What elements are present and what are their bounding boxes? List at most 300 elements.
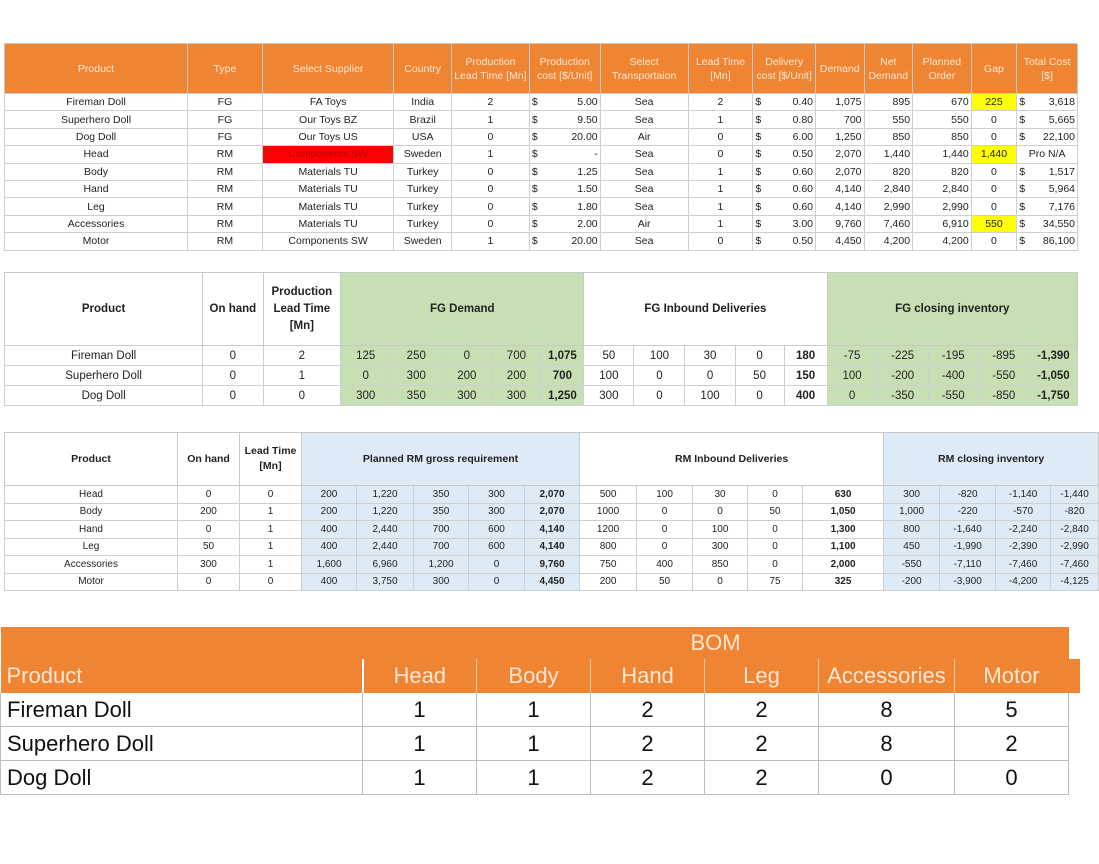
supplier-table-row <box>5 180 1078 197</box>
supplier-cell: Our Toys BZ <box>262 111 393 128</box>
money-value: 22,100 <box>1042 130 1075 143</box>
bom-title-spacer <box>1 627 363 659</box>
fg-inbound-cell: 150 <box>784 366 827 386</box>
money-value: 0.60 <box>792 183 813 196</box>
rm-inbound-cell: 850 <box>693 556 748 574</box>
money-value: 5,964 <box>1048 183 1075 196</box>
rm-gross-cell: 2,440 <box>357 521 414 539</box>
bom-header-row <box>1 659 1069 693</box>
money-value: 20.00 <box>571 130 598 143</box>
bom-quantity-cell: 2 <box>591 761 705 795</box>
rm-gross-cell: 4,450 <box>525 573 580 591</box>
product-cell: Body <box>5 503 178 521</box>
currency-symbol: $ <box>531 148 538 161</box>
supplier-table-row <box>5 215 1078 232</box>
product-cell: Dog Doll <box>5 128 188 145</box>
rm-inbound-cell: 400 <box>637 556 693 574</box>
bom-header-cell: Motor <box>955 659 1069 693</box>
bom-quantity-cell: 1 <box>363 727 477 761</box>
rm-closing-cell: -820 <box>940 486 996 504</box>
rm-closing-cell: 1,000 <box>884 503 940 521</box>
lead-time-cell: 1 <box>688 163 753 180</box>
production-cost-cell <box>529 111 600 128</box>
total-cost-cell: Pro N/A <box>1017 146 1078 163</box>
fg-demand-cell: 700 <box>541 366 584 386</box>
rm-inbound-cell: 1,300 <box>803 521 884 539</box>
bom-title: BOM <box>363 627 1069 659</box>
demand-cell: 700 <box>816 111 865 128</box>
bom-product-cell: Superhero Doll <box>1 727 363 761</box>
fg-closing-cell: -200 <box>877 366 928 386</box>
supplier-table-row <box>5 94 1078 111</box>
fg-demand-cell: 700 <box>492 346 541 366</box>
bom-quantity-cell: 1 <box>477 693 591 727</box>
rm-inbound-cell: 50 <box>748 503 803 521</box>
rm-closing-cell: -1,640 <box>940 521 996 539</box>
rm-inbound-cell: 0 <box>748 556 803 574</box>
fg-table-row <box>5 346 1078 366</box>
rm-closing-cell: -2,990 <box>1051 538 1099 556</box>
fg-header-lead-time: Production Lead Time [Mn] <box>263 273 341 346</box>
rm-gross-cell: 9,760 <box>525 556 580 574</box>
rm-gross-cell: 200 <box>302 486 357 504</box>
rm-header-lead-time: Lead Time [Mn] <box>240 433 302 486</box>
product-cell: Head <box>5 486 178 504</box>
supplier-table-row <box>5 111 1078 128</box>
rm-gross-cell: 2,070 <box>525 486 580 504</box>
rm-closing-cell: -3,900 <box>940 573 996 591</box>
fg-closing-cell: -400 <box>928 366 978 386</box>
rm-closing-cell: -220 <box>940 503 996 521</box>
product-cell: Superhero Doll <box>5 111 188 128</box>
money-value: 3,618 <box>1048 96 1075 109</box>
rm-inbound-cell: 1000 <box>580 503 637 521</box>
on-hand-cell: 200 <box>178 503 240 521</box>
rm-gross-cell: 0 <box>469 573 525 591</box>
lead-time-cell: 1 <box>240 538 302 556</box>
fg-inbound-cell: 180 <box>784 346 827 366</box>
fg-inbound-cell: 100 <box>685 386 735 406</box>
on-hand-cell: 0 <box>178 521 240 539</box>
rm-inbound-cell: 325 <box>803 573 884 591</box>
bom-quantity-cell: 0 <box>955 761 1069 795</box>
rm-gross-cell: 1,220 <box>357 486 414 504</box>
fg-header-product: Product <box>5 273 203 346</box>
rm-inbound-cell: 1,050 <box>803 503 884 521</box>
delivery-cost-cell <box>753 180 816 197</box>
bom-table <box>0 627 1069 795</box>
production-lead-time-cell: 2 <box>451 94 529 111</box>
product-cell: Fireman Doll <box>5 346 203 366</box>
on-hand-cell: 0 <box>203 366 263 386</box>
currency-symbol: $ <box>755 130 762 143</box>
planned-order-cell: 670 <box>913 94 972 111</box>
bom-header-overflow <box>1068 659 1080 693</box>
fg-closing-cell: 100 <box>827 366 877 386</box>
supplier-cell: Materials TU <box>262 198 393 215</box>
bom-header-cell: Head <box>363 659 477 693</box>
rm-closing-cell: 800 <box>884 521 940 539</box>
country-cell: Turkey <box>394 163 452 180</box>
fg-closing-cell: -1,050 <box>1029 366 1077 386</box>
total-cost-cell <box>1017 163 1078 180</box>
fg-closing-cell: -550 <box>978 366 1029 386</box>
rm-gross-cell: 2,070 <box>525 503 580 521</box>
lead-time-cell: 1 <box>688 111 753 128</box>
bom-header-cell: Product <box>1 659 363 693</box>
rm-closing-cell: -4,200 <box>996 573 1051 591</box>
lead-time-cell: 1 <box>688 180 753 197</box>
fg-closing-cell: -1,750 <box>1029 386 1077 406</box>
demand-cell: 1,250 <box>816 128 865 145</box>
demand-cell: 4,140 <box>816 180 865 197</box>
money-value: 9.50 <box>577 113 598 126</box>
delivery-cost-cell <box>753 111 816 128</box>
type-cell: RM <box>188 215 263 232</box>
rm-table-row <box>5 521 1099 539</box>
bom-quantity-cell: 1 <box>363 761 477 795</box>
currency-symbol: $ <box>531 183 538 196</box>
rm-inbound-cell: 0 <box>637 538 693 556</box>
lead-time-cell: 1 <box>263 366 341 386</box>
rm-inbound-cell: 1,100 <box>803 538 884 556</box>
bom-product-cell: Fireman Doll <box>1 693 363 727</box>
rm-closing-cell: 300 <box>884 486 940 504</box>
production-cost-cell <box>529 198 600 215</box>
money-value: 0.60 <box>792 165 813 178</box>
rm-inbound-cell: 800 <box>580 538 637 556</box>
money-value: 0.50 <box>792 235 813 248</box>
currency-symbol: $ <box>1019 183 1026 196</box>
supplier-header-cell: Type <box>188 44 263 94</box>
rm-inbound-cell: 100 <box>637 486 693 504</box>
currency-symbol: $ <box>531 200 538 213</box>
supplier-selection-table <box>4 43 1078 251</box>
total-cost-cell <box>1017 94 1078 111</box>
fg-demand-cell: 250 <box>391 346 442 366</box>
currency-symbol: $ <box>1019 200 1026 213</box>
fg-demand-cell: 1,075 <box>541 346 584 366</box>
supplier-table-row <box>5 198 1078 215</box>
demand-cell: 4,450 <box>816 233 865 250</box>
fg-table-header-row <box>5 273 1078 346</box>
rm-closing-cell: -820 <box>1051 503 1099 521</box>
net-demand-cell: 850 <box>864 128 913 145</box>
total-cost-cell <box>1017 215 1078 232</box>
supplier-table-row <box>5 163 1078 180</box>
fg-inbound-cell: 400 <box>784 386 827 406</box>
rm-inbound-cell: 0 <box>748 538 803 556</box>
currency-symbol: $ <box>755 165 762 178</box>
rm-closing-cell: -2,390 <box>996 538 1051 556</box>
total-cost-cell <box>1017 198 1078 215</box>
rm-table-header-row <box>5 433 1099 486</box>
bom-title-row <box>1 627 1069 659</box>
production-cost-cell <box>529 180 600 197</box>
total-cost-cell <box>1017 180 1078 197</box>
transportation-cell: Sea <box>600 111 688 128</box>
currency-symbol: $ <box>755 235 762 248</box>
supplier-header-cell: Select Supplier <box>262 44 393 94</box>
gap-cell: 0 <box>971 163 1017 180</box>
rm-table-row <box>5 503 1099 521</box>
rm-gross-cell: 0 <box>469 556 525 574</box>
supplier-header-cell: Net Demand <box>864 44 913 94</box>
currency-symbol: $ <box>755 200 762 213</box>
type-cell: FG <box>188 111 263 128</box>
currency-symbol: $ <box>531 235 538 248</box>
transportation-cell: Sea <box>600 233 688 250</box>
product-cell: Superhero Doll <box>5 366 203 386</box>
country-cell: USA <box>394 128 452 145</box>
rm-gross-cell: 350 <box>414 486 469 504</box>
rm-gross-cell: 300 <box>414 573 469 591</box>
rm-inbound-cell: 1200 <box>580 521 637 539</box>
rm-header-on-hand: On hand <box>178 433 240 486</box>
rm-header-inbound: RM Inbound Deliveries <box>580 433 884 486</box>
rm-gross-cell: 1,200 <box>414 556 469 574</box>
rm-closing-cell: -7,460 <box>996 556 1051 574</box>
net-demand-cell: 820 <box>864 163 913 180</box>
country-cell: Brazil <box>394 111 452 128</box>
product-cell: Hand <box>5 521 178 539</box>
money-value: 1.80 <box>577 200 598 213</box>
product-cell: Accessories <box>5 556 178 574</box>
rm-closing-cell: -200 <box>884 573 940 591</box>
bom-table-row <box>1 761 1069 795</box>
bom-quantity-cell: 2 <box>705 727 819 761</box>
rm-inbound-cell: 500 <box>580 486 637 504</box>
rm-gross-cell: 600 <box>469 538 525 556</box>
type-cell: RM <box>188 180 263 197</box>
rm-inbound-cell: 750 <box>580 556 637 574</box>
net-demand-cell: 4,200 <box>864 233 913 250</box>
fg-table-row <box>5 386 1078 406</box>
type-cell: FG <box>188 94 263 111</box>
rm-gross-cell: 4,140 <box>525 538 580 556</box>
product-cell: Head <box>5 146 188 163</box>
rm-closing-cell: -1,990 <box>940 538 996 556</box>
product-cell: Leg <box>5 538 178 556</box>
product-cell: Fireman Doll <box>5 94 188 111</box>
currency-symbol: $ <box>1019 235 1026 248</box>
supplier-cell: Materials TU <box>262 163 393 180</box>
rm-closing-cell: -1,440 <box>1051 486 1099 504</box>
rm-gross-cell: 1,600 <box>302 556 357 574</box>
fg-table-row <box>5 366 1078 386</box>
currency-symbol: $ <box>531 217 538 230</box>
money-value: 86,100 <box>1042 235 1075 248</box>
currency-symbol: $ <box>531 130 538 143</box>
fg-inbound-cell: 50 <box>735 366 784 386</box>
fg-inbound-cell: 0 <box>735 386 784 406</box>
production-cost-cell <box>529 215 600 232</box>
rm-table-row <box>5 486 1099 504</box>
lead-time-cell: 1 <box>688 215 753 232</box>
gap-cell: 0 <box>971 233 1017 250</box>
supplier-header-cell: Gap <box>971 44 1017 94</box>
lead-time-cell: 1 <box>240 503 302 521</box>
fg-demand-cell: 300 <box>442 386 492 406</box>
gap-cell: 225 <box>971 94 1017 111</box>
currency-symbol: $ <box>531 96 538 109</box>
fg-inbound-cell: 30 <box>685 346 735 366</box>
rm-inbound-cell: 0 <box>748 486 803 504</box>
bom-table-row <box>1 727 1069 761</box>
rm-inbound-cell: 0 <box>748 521 803 539</box>
fg-demand-cell: 200 <box>492 366 541 386</box>
on-hand-cell: 0 <box>203 346 263 366</box>
lead-time-cell: 1 <box>240 521 302 539</box>
delivery-cost-cell <box>753 128 816 145</box>
currency-symbol: $ <box>755 217 762 230</box>
bom-quantity-cell: 2 <box>591 727 705 761</box>
supplier-cell: Components SW <box>262 146 393 163</box>
rm-inbound-cell: 2,000 <box>803 556 884 574</box>
production-cost-cell <box>529 163 600 180</box>
rm-inbound-cell: 100 <box>693 521 748 539</box>
bom-quantity-cell: 5 <box>955 693 1069 727</box>
demand-cell: 2,070 <box>816 163 865 180</box>
rm-gross-cell: 200 <box>302 503 357 521</box>
rm-closing-cell: 450 <box>884 538 940 556</box>
gap-cell: 0 <box>971 128 1017 145</box>
rm-gross-cell: 300 <box>469 503 525 521</box>
planned-order-cell: 6,910 <box>913 215 972 232</box>
rm-table-row <box>5 556 1099 574</box>
fg-demand-cell: 300 <box>341 386 391 406</box>
transportation-cell: Sea <box>600 146 688 163</box>
fg-closing-cell: -350 <box>877 386 928 406</box>
supplier-cell: Components SW <box>262 233 393 250</box>
delivery-cost-cell <box>753 146 816 163</box>
country-cell: Sweden <box>394 146 452 163</box>
production-lead-time-cell: 0 <box>451 215 529 232</box>
fg-demand-cell: 0 <box>341 366 391 386</box>
type-cell: FG <box>188 128 263 145</box>
rm-gross-cell: 6,960 <box>357 556 414 574</box>
supplier-header-cell: Lead Time [Mn] <box>688 44 753 94</box>
fg-demand-cell: 300 <box>391 366 442 386</box>
fg-header-inbound: FG Inbound Deliveries <box>584 273 827 346</box>
on-hand-cell: 0 <box>178 573 240 591</box>
supplier-cell: FA Toys <box>262 94 393 111</box>
delivery-cost-cell <box>753 233 816 250</box>
product-cell: Dog Doll <box>5 386 203 406</box>
planned-order-cell: 1,440 <box>913 146 972 163</box>
supplier-header-cell: Select Transportaion <box>600 44 688 94</box>
rm-header-gross: Planned RM gross requirement <box>302 433 580 486</box>
rm-table-row <box>5 573 1099 591</box>
fg-closing-cell: -195 <box>928 346 978 366</box>
fg-inventory-table <box>4 272 1078 406</box>
total-cost-cell <box>1017 111 1078 128</box>
supplier-header-cell: Country <box>394 44 452 94</box>
supplier-header-cell: Production Lead Time [Mn] <box>451 44 529 94</box>
money-value: 34,550 <box>1042 217 1075 230</box>
product-cell: Accessories <box>5 215 188 232</box>
bom-table-row <box>1 693 1069 727</box>
rm-header-product: Product <box>5 433 178 486</box>
transportation-cell: Sea <box>600 180 688 197</box>
bom-quantity-cell: 2 <box>705 761 819 795</box>
fg-demand-cell: 200 <box>442 366 492 386</box>
net-demand-cell: 1,440 <box>864 146 913 163</box>
production-lead-time-cell: 0 <box>451 163 529 180</box>
country-cell: Turkey <box>394 180 452 197</box>
fg-closing-cell: -550 <box>928 386 978 406</box>
country-cell: Turkey <box>394 198 452 215</box>
money-value: 0.80 <box>792 113 813 126</box>
product-cell: Leg <box>5 198 188 215</box>
rm-inbound-cell: 0 <box>693 503 748 521</box>
production-cost-cell <box>529 146 600 163</box>
on-hand-cell: 0 <box>178 486 240 504</box>
gap-cell: 0 <box>971 111 1017 128</box>
rm-inbound-cell: 30 <box>693 486 748 504</box>
supplier-table-row <box>5 233 1078 250</box>
rm-closing-cell: -2,840 <box>1051 521 1099 539</box>
production-lead-time-cell: 1 <box>451 233 529 250</box>
gap-cell: 0 <box>971 180 1017 197</box>
product-cell: Motor <box>5 573 178 591</box>
planned-order-cell: 2,990 <box>913 198 972 215</box>
rm-table-row <box>5 538 1099 556</box>
bom-quantity-cell: 2 <box>955 727 1069 761</box>
fg-closing-cell: 0 <box>827 386 877 406</box>
rm-gross-cell: 600 <box>469 521 525 539</box>
total-cost-cell <box>1017 128 1078 145</box>
transportation-cell: Air <box>600 128 688 145</box>
type-cell: RM <box>188 233 263 250</box>
fg-demand-cell: 0 <box>442 346 492 366</box>
total-cost-cell <box>1017 233 1078 250</box>
on-hand-cell: 300 <box>178 556 240 574</box>
type-cell: RM <box>188 198 263 215</box>
lead-time-cell: 0 <box>240 573 302 591</box>
fg-header-demand: FG Demand <box>341 273 584 346</box>
rm-closing-cell: -7,110 <box>940 556 996 574</box>
currency-symbol: $ <box>755 96 762 109</box>
transportation-cell: Sea <box>600 198 688 215</box>
product-cell: Motor <box>5 233 188 250</box>
rm-closing-cell: -570 <box>996 503 1051 521</box>
fg-demand-cell: 125 <box>341 346 391 366</box>
rm-closing-cell: -7,460 <box>1051 556 1099 574</box>
production-lead-time-cell: 0 <box>451 198 529 215</box>
lead-time-cell: 0 <box>240 486 302 504</box>
rm-gross-cell: 300 <box>469 486 525 504</box>
rm-inbound-cell: 630 <box>803 486 884 504</box>
fg-demand-cell: 350 <box>391 386 442 406</box>
supplier-header-cell: Total Cost [$] <box>1017 44 1078 94</box>
delivery-cost-cell <box>753 163 816 180</box>
transportation-cell: Sea <box>600 163 688 180</box>
lead-time-cell: 0 <box>263 386 341 406</box>
lead-time-cell: 0 <box>688 128 753 145</box>
fg-inbound-cell: 100 <box>634 346 685 366</box>
country-cell: Sweden <box>394 233 452 250</box>
money-value: 0.60 <box>792 200 813 213</box>
bom-quantity-cell: 1 <box>477 727 591 761</box>
supplier-table-header-row <box>5 44 1078 94</box>
rm-inbound-cell: 0 <box>693 573 748 591</box>
rm-header-closing: RM closing inventory <box>884 433 1099 486</box>
rm-gross-cell: 1,220 <box>357 503 414 521</box>
currency-symbol: $ <box>1019 165 1026 178</box>
gap-cell: 0 <box>971 198 1017 215</box>
production-lead-time-cell: 1 <box>451 111 529 128</box>
